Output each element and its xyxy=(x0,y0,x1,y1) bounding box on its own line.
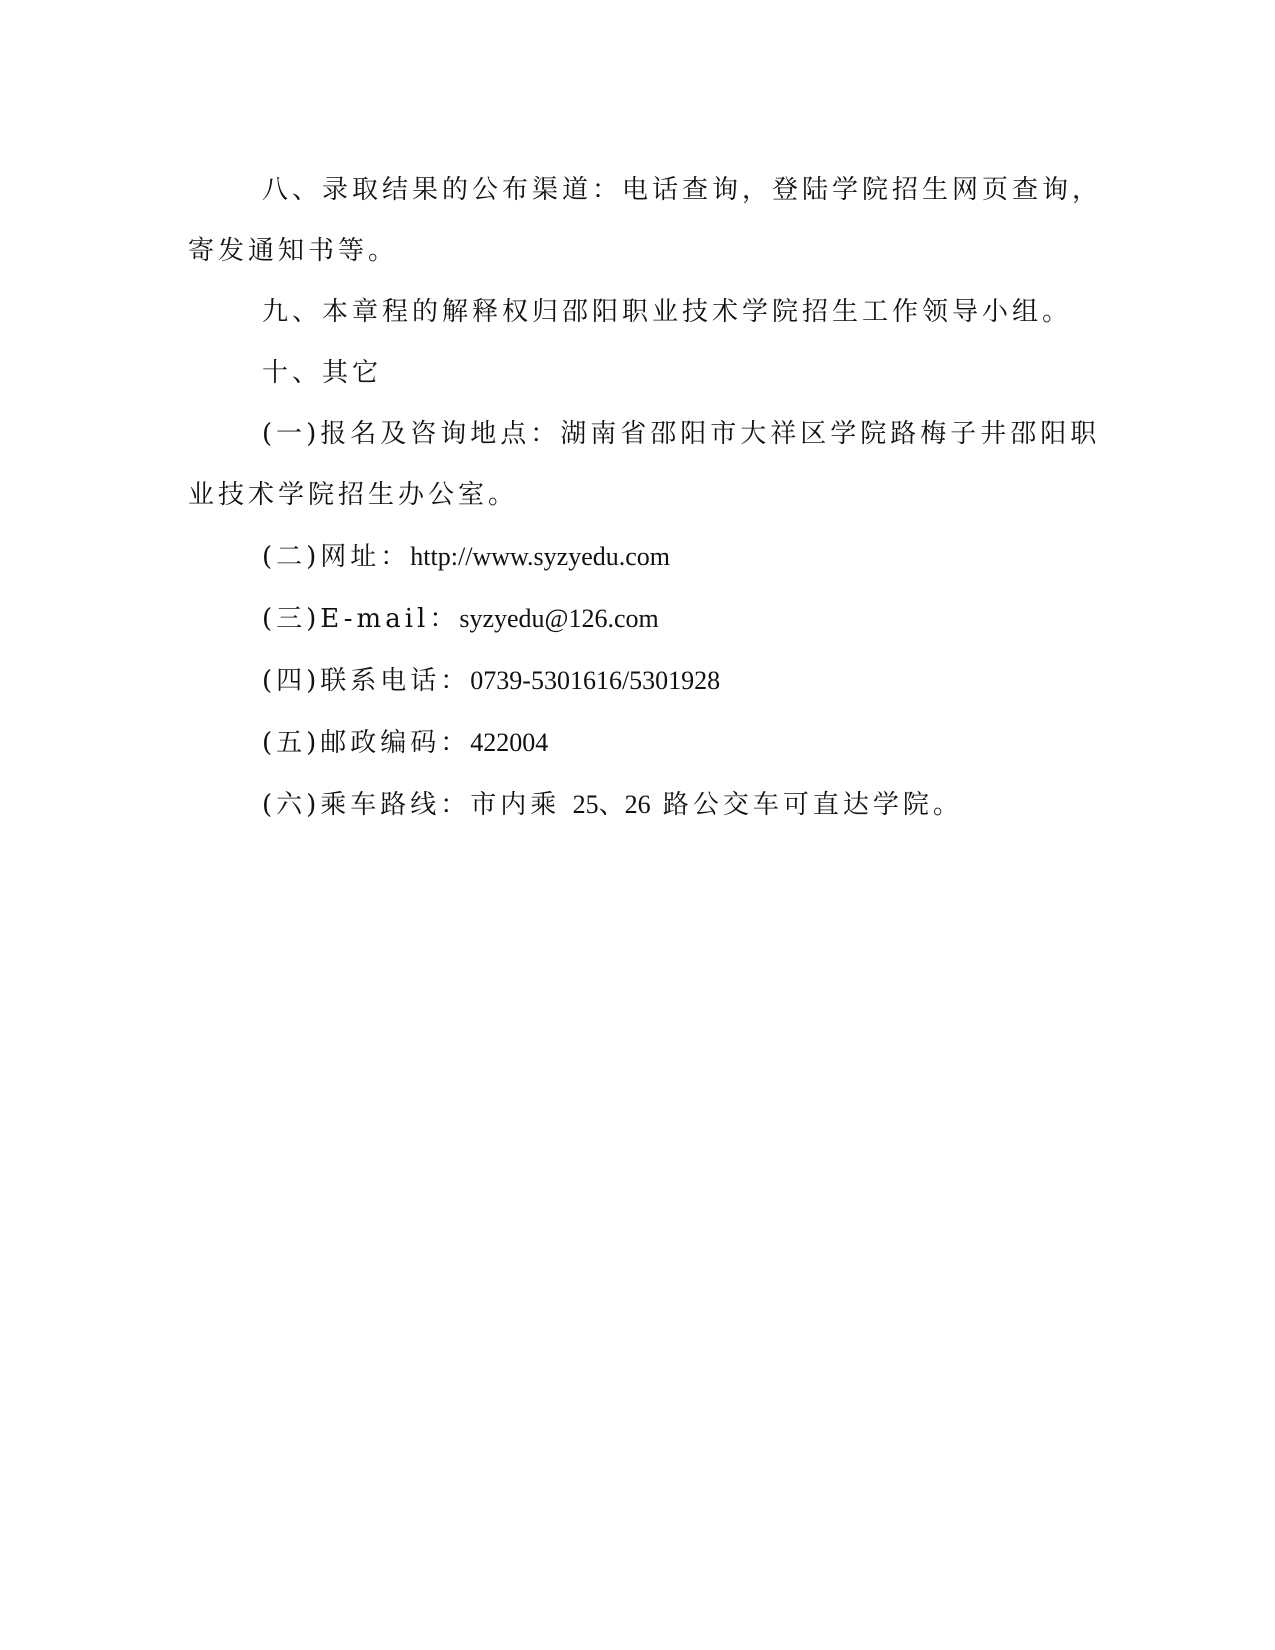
section-heading-other xyxy=(188,343,1058,404)
item-label: (六)乘车路线：市内乘 xyxy=(262,790,573,820)
website-url: http://www.syzyedu.com xyxy=(410,542,671,571)
paragraph-interpretation-rights xyxy=(188,282,1073,343)
paragraph-line: 九、本章程的解释权归邵阳职业技术学院招生工作领导小组。 xyxy=(262,297,1073,327)
paragraph-line: 业技术学院招生办公室。 xyxy=(188,480,519,510)
document-body xyxy=(188,160,1103,836)
paragraph-registration-location xyxy=(188,404,1101,465)
phone-number: 0739-5301616/5301928 xyxy=(470,666,721,695)
paragraph-line: 寄发通知书等。 xyxy=(188,236,399,266)
item-suffix: 路公交车可直达学院。 xyxy=(650,790,963,820)
paragraph-line: 八、录取结果的公布渠道：电话查询，登陆学院招生网页查询， xyxy=(262,175,1103,205)
item-label: (五)邮政编码： xyxy=(262,728,471,758)
postal-code: 422004 xyxy=(470,728,549,757)
paragraph-line: (一)报名及咨询地点：湖南省邵阳市大祥区学院路梅子井邵阳职 xyxy=(262,419,1101,449)
paragraph-registration-location-continued xyxy=(188,465,1058,526)
item-label: (三)E-mail： xyxy=(262,604,460,634)
bus-route-numbers: 25、26 xyxy=(572,790,651,819)
heading-text: 十、其它 xyxy=(262,358,383,388)
paragraph-bus-route xyxy=(188,774,1058,836)
paragraph-admission-results-continued xyxy=(188,221,1058,282)
item-label: (二)网址： xyxy=(262,542,411,572)
item-label: (四)联系电话： xyxy=(262,666,471,696)
paragraph-postal-code xyxy=(188,712,1058,774)
paragraph-email xyxy=(188,588,1058,650)
email-address: syzyedu@126.com xyxy=(459,604,659,633)
paragraph-phone xyxy=(188,650,1058,712)
paragraph-admission-results xyxy=(188,160,1103,221)
paragraph-website xyxy=(188,526,1058,588)
